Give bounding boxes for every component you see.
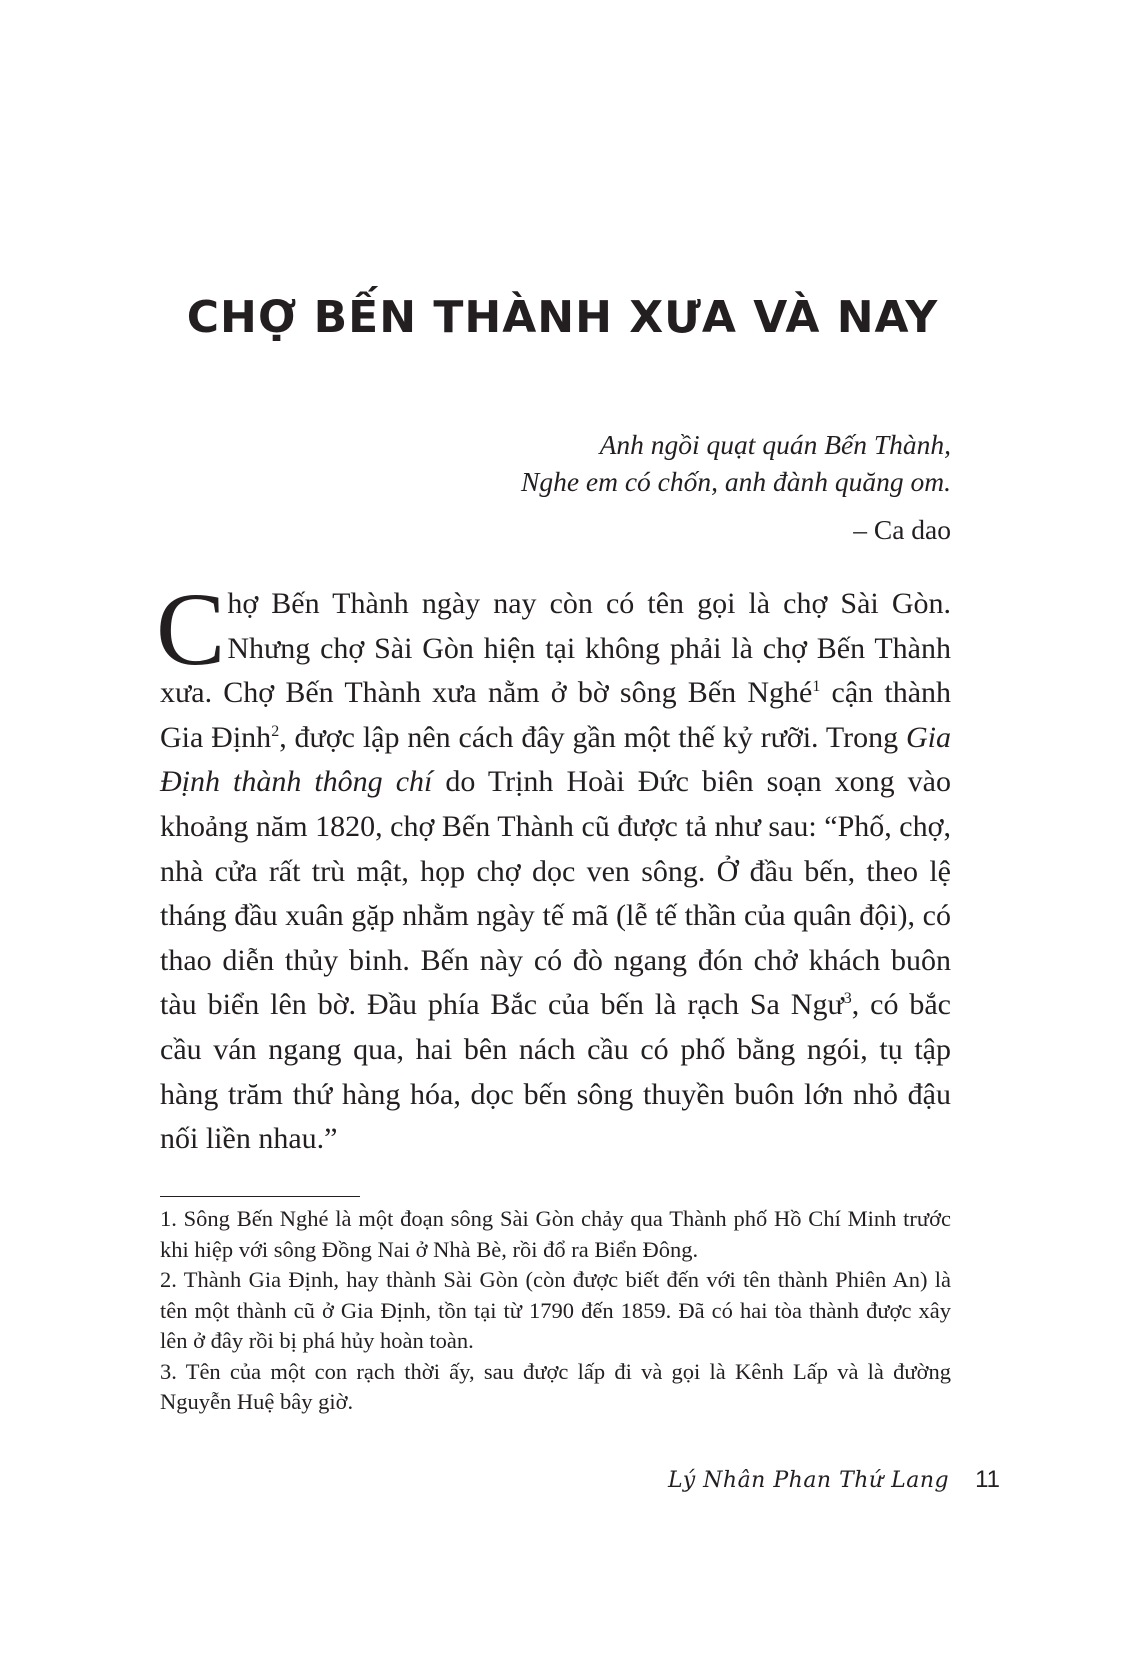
footnote-ref-1: 1: [812, 678, 821, 696]
footnote-ref-2: 2: [271, 722, 280, 740]
footnote-3: 3. Tên của một con rạch thời ấy, sau được lấp đi và gọi là Kênh Lấp và là đường Nguyễn Huệ bây giờ.: [160, 1358, 951, 1414]
epigraph: [160, 426, 951, 548]
footer-author: Lý Nhân Phan Thứ Lang: [668, 1468, 950, 1493]
epigraph-line-2: Nghe em có chốn, anh đành quăng om.: [520, 466, 951, 497]
epigraph-source: – Ca dao: [853, 514, 951, 545]
book-title: Gia Định thành thông chí: [160, 720, 951, 799]
footnote-ref-3: 3: [843, 990, 852, 1008]
page-number: 11: [975, 1466, 1000, 1493]
footnote-2: 2. Thành Gia Định, hay thành Sài Gòn (còn được biết đến với tên thành Phiên An) là tên một thành cũ ở Gia Định, tồn tại từ 1790 đến 1859. Đã có hai tòa thành được xây lên ở đây rồi bị phá hủy hoàn toàn.: [160, 1267, 951, 1353]
chapter-title: CHỢ BẾN THÀNH XƯA VÀ NAY: [186, 292, 939, 343]
epigraph-line-1: Anh ngồi quạt quán Bến Thành,: [599, 429, 951, 460]
body-segment-2: cận thành Gia Định: [160, 676, 952, 754]
body-paragraph: [156, 572, 952, 1162]
body-segment-1: hợ Bến Thành ngày nay còn có tên gọi là chợ Sài Gòn. Nhưng chợ Sài Gòn hiện tại không phải là chợ Bến Thành xưa. Chợ Bến Thành xưa nằm ở bờ sông Bến Nghé: [160, 587, 951, 710]
running-footer: [668, 1466, 1000, 1494]
body-segment-3: , được lập nên cách đây gần một thế kỷ rưỡi. Trong: [279, 720, 906, 754]
footnote-1: 1. Sông Bến Nghé là một đoạn sông Sài Gòn chảy qua Thành phố Hồ Chí Minh trước khi hiệp với sông Đồng Nai ở Nhà Bè, rồi đổ ra Biển Đông.: [160, 1206, 951, 1262]
body-segment-4: do Trịnh Hoài Đức biên soạn xong vào khoảng năm 1820, chợ Bến Thành cũ được tả như sau: “Phố, chợ, nhà cửa rất trù mật, họp chợ dọc ven sông. Ở đầu bến, theo lệ tháng đầu xuân gặp nhằm ngày tế mã (lễ tế thần của quân đội), có thao diễn thủy binh. Bến này có đò ngang đón chở khách buôn tàu biển lên bờ. Đầu phía Bắc của bến là rạch Sa Ngư: [160, 765, 951, 1022]
footnote-divider: [160, 1196, 360, 1197]
body-segment-5: , có bắc cầu ván ngang qua, hai bên nách cầu có phố bằng ngói, tụ tập hàng trăm thứ hàng hóa, dọc bến sông thuyền buôn lớn nhỏ đậu nối liền nhau.”: [160, 988, 951, 1156]
drop-cap: C: [156, 572, 226, 687]
footnotes: [160, 1204, 951, 1418]
